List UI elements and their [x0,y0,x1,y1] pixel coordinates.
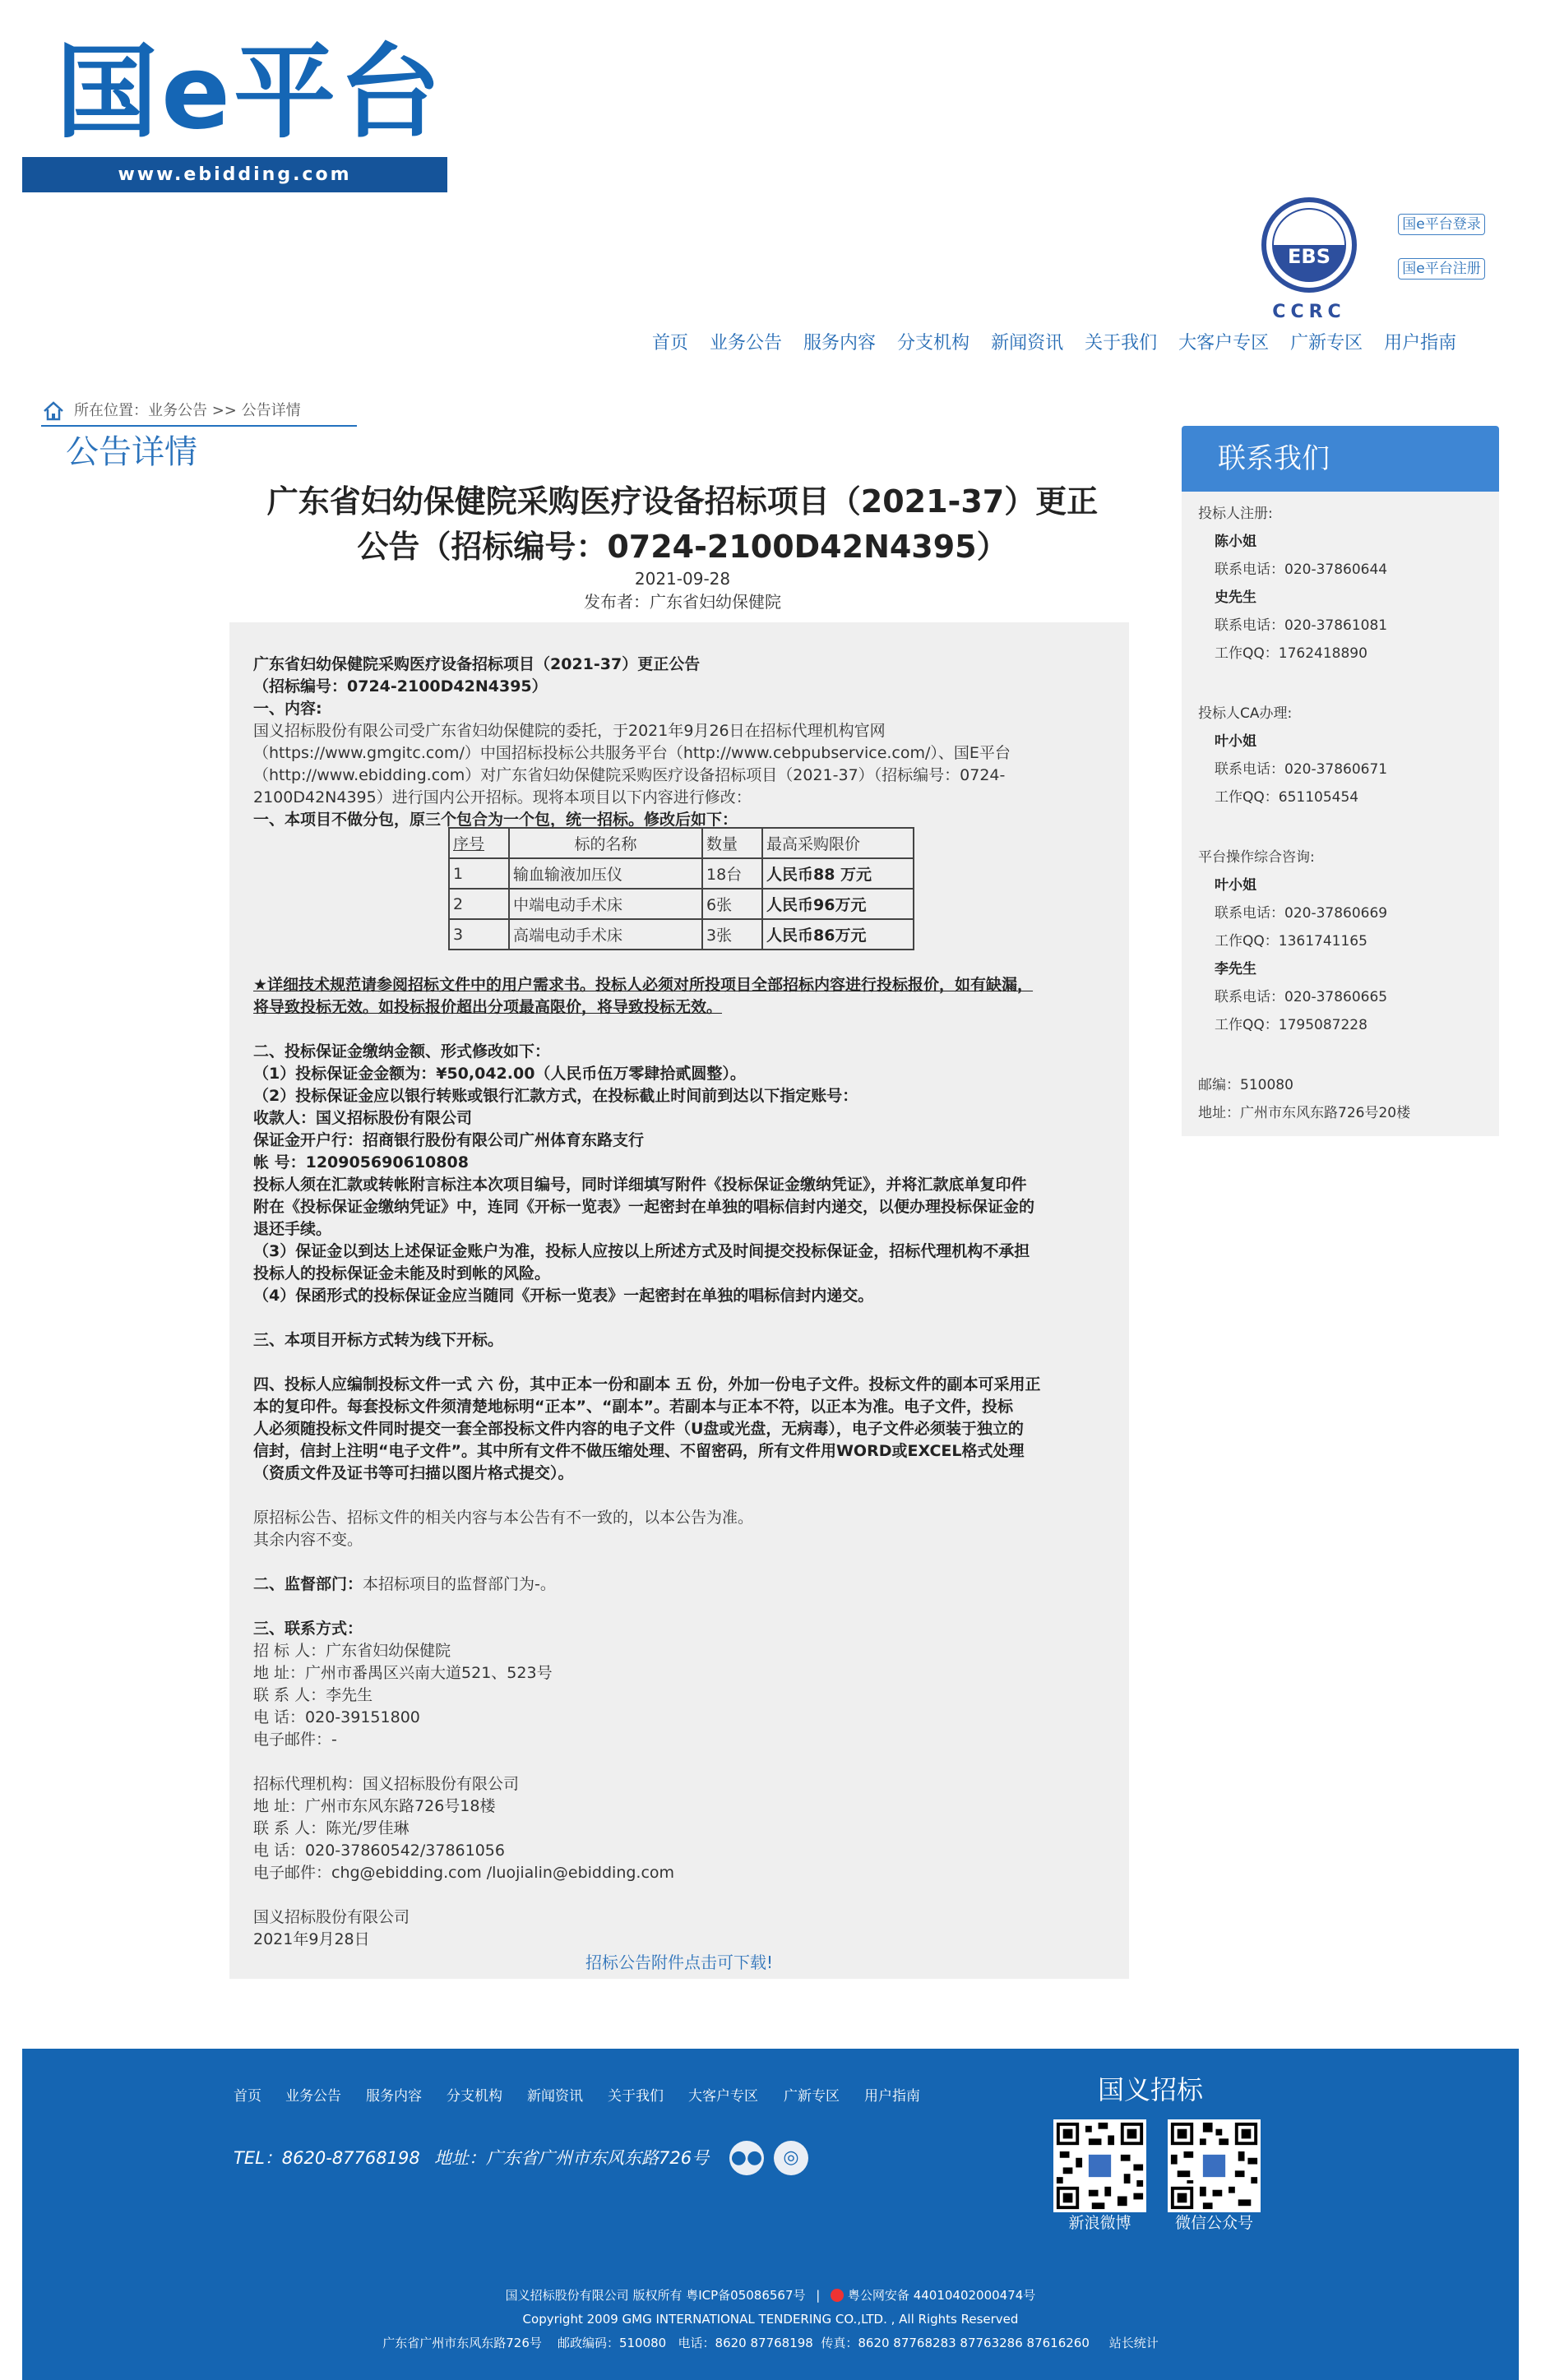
nav-announcements[interactable]: 业务公告 [710,333,783,354]
payee: 收款人：国义招标股份有限公司 [253,1109,473,1127]
ebs-ccrc-logo-icon [1260,196,1358,319]
table-cell: 18台 [702,858,762,889]
sidebar-section-title: 平台操作综合咨询: [1198,849,1315,866]
content-paragraph: 其余内容不变。 [253,1531,363,1549]
ebs-text: EBS [1288,245,1330,268]
document-title-line1: 广东省妇幼保健院采购医疗设备招标项目（2021-37）更正 [266,483,1099,520]
contact-name: 叶小姐 [1215,733,1256,750]
nav-key-clients[interactable]: 大客户专区 [1178,333,1270,354]
breadcrumb-label: 所在位置： [74,402,148,419]
content-paragraph: 投标人须在汇款或转帐附言标注本次项目编号，同时详细填写附件《投标保证金缴纳凭证》，并将汇款底单复印件 [253,1176,1027,1194]
content-paragraph: （4）保函形式的投标保证金应当随同《开标一览表》一起密封在单独的唱标信封内递交。 [253,1287,874,1305]
contact-name: 叶小姐 [1215,877,1256,894]
content-paragraph: 人必须随投标文件同时提交一套全部投标文件内容的电子文件（U盘或光盘，无病毒），电子文件必须装于独立的 [253,1420,1024,1438]
notice-paragraph: ★详细技术规范请参阅招标文件中的用户需求书。投标人必须对所投项目全部招标内容进行投标报价，如有缺漏， [253,976,1034,994]
footer-copyright-icp: 国义招标股份有限公司 版权所有 粤ICP备05086567号 [505,2288,806,2303]
contact-phone: 联系电话：020-37861081 [1215,617,1388,634]
notice-paragraph: 将导致投标无效。如投标报价超出分项最高限价，将导致投标无效。 [253,998,723,1016]
weibo-icon[interactable]: ◎ [774,2141,808,2175]
table-cell: 3 [449,919,509,950]
table-cell: 2 [449,889,509,919]
contact-line: 招 标 人：广东省妇幼保健院 [253,1642,451,1660]
weibo-label: 新浪微博 [1068,2214,1131,2232]
table-cell: 1 [449,858,509,889]
footer-nav-home[interactable]: 首页 [234,2088,261,2105]
table-header-row [449,828,914,858]
contact-line: 地 址：广州市东风东路726号18楼 [253,1797,496,1815]
footer-nav-announcements[interactable]: 业务公告 [285,2088,341,2105]
main-nav [641,330,1467,357]
contact-line: 电 话：020-39151800 [253,1708,420,1726]
table-cell: 3张 [702,919,762,950]
police-badge-icon [831,2289,844,2302]
nav-news[interactable]: 新闻资讯 [991,333,1064,354]
contact-qq: 工作QQ：1762418890 [1215,645,1367,662]
supervision-label: 二、监督部门： [253,1575,363,1593]
nav-user-guide[interactable]: 用户指南 [1384,333,1457,354]
nav-home[interactable]: 首页 [652,333,689,354]
table-cell: 人民币86万元 [762,919,914,950]
breadcrumb [41,397,357,427]
deposit-method: （2）投标保证金应以银行转账或银行汇款方式，在投标截止时间前到达以下指定账号： [253,1087,858,1105]
contact-phone: 联系电话：020-37860671 [1215,761,1388,778]
content-tender-number: （招标编号：0724-2100D42N4395） [253,677,548,696]
table-row [449,919,914,950]
deposit-amount: （1）投标保证金金额为：¥50,042.00（人民币伍万零肆拾贰圆整）。 [253,1065,746,1083]
table-cell: 6张 [702,889,762,919]
wechat-qr-code-icon [1168,2119,1261,2212]
sidebar-section-title: 投标人CA办理: [1198,705,1293,722]
contact-phone: 联系电话：020-37860669 [1215,905,1388,922]
content-heading: 广东省妇幼保健院采购医疗设备招标项目（2021-37）更正公告 [253,655,701,673]
lot-table [448,827,914,950]
contact-line: 联 系 人：陈光/罗佳琳 [253,1819,410,1837]
contact-qq: 工作QQ：1795087228 [1215,1017,1367,1033]
content-paragraph: （https://www.gmgitc.com/）中国招标投标公共服务平台（http://www.cebpubservice.com/）、国E平台 [253,744,1011,762]
table-cell: 人民币88 万元 [762,858,914,889]
content-paragraph: 附在《投标保证金缴纳凭证》中，连同《开标一览表》一起密封在单独的唱标信封内递交，以便办理投标保证金的 [253,1198,1035,1216]
sidebar-section-title: 投标人注册: [1198,506,1273,522]
section-heading: 三、本项目开标方式转为线下开标。 [253,1331,504,1349]
content-paragraph: 国义招标股份有限公司受广东省妇幼保健院的委托，于2021年9月26日在招标代理机构官网 [253,722,886,740]
document-title-line2: 公告（招标编号：0724-2100D42N4395） [357,529,1008,565]
table-row [449,858,914,889]
footer-nav-branches[interactable]: 分支机构 [447,2088,502,2105]
account-number: 帐 号：120905690610808 [253,1153,469,1172]
content-paragraph: 投标人的投标保证金未能及时到帐的风险。 [253,1264,551,1282]
platform-register-link[interactable]: 国e平台注册 [1398,258,1485,280]
platform-login-link[interactable]: 国e平台登录 [1398,214,1485,235]
section-heading: 二、投标保证金缴纳金额、形式修改如下： [253,1042,551,1061]
footer-nav-services[interactable]: 服务内容 [366,2088,422,2105]
page-title: 公告详情 [66,433,197,471]
wechat-icon[interactable]: ●● [729,2141,764,2175]
content-paragraph: 本的复印件。每套投标文件须清楚地标明“正本”、“副本”。若副本与正本不符，以正本为准。电子文件，投标 [253,1398,1013,1416]
footer-nav-key-clients[interactable]: 大客户专区 [688,2088,758,2105]
table-cell: 人民币96万元 [762,889,914,919]
signature-date: 2021年9月28日 [253,1930,370,1948]
table-cell: 高端电动手术床 [509,919,702,950]
footer-nav-news[interactable]: 新闻资讯 [527,2088,583,2105]
content-paragraph: 退还手续。 [253,1220,332,1238]
contact-line: 联 系 人：李先生 [253,1686,373,1704]
signature-company: 国义招标股份有限公司 [253,1908,410,1926]
contact-name: 李先生 [1215,961,1256,977]
table-header: 最高采购限价 [762,828,914,858]
breadcrumb-path[interactable]: 业务公告 >> 公告详情 [148,402,301,419]
deposit-bank: 保证金开户行：招商银行股份有限公司广州体育东路支行 [253,1131,645,1149]
content-paragraph: （3）保证金以到达上述保证金账户为准，投标人应按以上所述方式及时间提交投标保证金，招标代理机构不承担 [253,1242,1030,1260]
ccrc-text: CCRC [1272,302,1346,319]
weibo-qr-code-icon [1053,2119,1146,2212]
footer-copyright: Copyright 2009 GMG INTERNATIONAL TENDERING CO.,LTD. , All Rights Reserved [522,2312,1019,2327]
footer-tel: TEL：8620-87768198 [234,2148,420,2168]
content-paragraph: 原招标公告、招标文件的相关内容与本公告有不一致的，以本公告为准。 [253,1509,754,1527]
contact-name: 史先生 [1215,589,1256,606]
section-heading: 三、联系方式： [253,1620,363,1638]
table-row [449,889,914,919]
table-header: 序号 [449,828,509,858]
supervision-line [253,1574,556,1596]
document-title [230,479,1135,570]
section-heading: 一、本项目不做分包，原三个包合为一个包，统一招标。修改后如下： [253,811,738,829]
contact-line: 电 话：020-37860542/37861056 [253,1842,505,1860]
content-paragraph: （资质文件及证书等可扫描以图片格式提交）。 [253,1464,574,1482]
table-cell: 中端电动手术床 [509,889,702,919]
logo-url-bar: www.ebidding.com [22,157,447,192]
sidebar-title: 联系我们 [1182,426,1499,492]
content-paragraph: 2100D42N4395）进行国内公开招标。现将本项目以下内容进行修改： [253,788,752,806]
nav-services[interactable]: 服务内容 [803,333,877,354]
table-cell: 输血输液加压仪 [509,858,702,889]
footer-police-record: 粤公网安备 44010402000474号 [847,2288,1036,2303]
section-content-heading: 一、内容: [253,700,322,718]
footer-contact-line: 广东省广州市东风东路726号 邮政编码：510080 电话：8620 87768198 传真：8620 87768283 87763286 87616260 站长统计 [382,2336,1159,2350]
contact-line: 电子邮件：- [253,1731,337,1749]
contact-name: 陈小姐 [1215,534,1256,550]
sidebar-postcode: 邮编：510080 [1198,1077,1293,1093]
contact-line: 招标代理机构：国义招标股份有限公司 [253,1775,520,1793]
sidebar-address: 地址：广州市东风东路726号20楼 [1198,1105,1411,1121]
supervision-value: 本招标项目的监督部门为-。 [363,1575,556,1593]
table-header: 标的名称 [509,828,702,858]
contact-line: 地 址：广州市番禺区兴南大道521、523号 [253,1664,553,1682]
attachment-download-link[interactable]: 招标公告附件点击可下载! [585,1953,774,1972]
content-paragraph: （http://www.ebidding.com）对广东省妇幼保健院采购医疗设备招标项目（2021-37）（招标编号：0724- [253,766,1006,784]
wechat-label: 微信公众号 [1174,2214,1253,2232]
nav-about[interactable]: 关于我们 [1085,333,1158,354]
footer-icp: 国义招标股份有限公司 版权所有 粤ICP备05086567号 | 粤公网安备 44010402000474号 [505,2288,1036,2303]
table-header: 数量 [702,828,762,858]
footer-nav-user-guide[interactable]: 用户指南 [864,2088,920,2105]
footer-address: 地址：广东省广州市东风东路726号 [434,2148,710,2168]
nav-guangxin[interactable]: 广新专区 [1290,333,1363,354]
contact-line: 电子邮件：chg@ebidding.com /luojialin@ebidding.com [253,1864,675,1882]
nav-branches[interactable]: 分支机构 [897,333,970,354]
document-publisher: 发布者：广东省妇幼保健院 [584,592,781,612]
contact-qq: 工作QQ：1361741165 [1215,933,1367,950]
footer-nav-about[interactable]: 关于我们 [608,2088,664,2105]
document-date: 2021-09-28 [634,569,731,589]
footer-brand: 国义招标 [1098,2074,1204,2105]
contact-qq: 工作QQ：651105454 [1215,789,1359,806]
site-logo[interactable]: 国e平台 [56,34,445,152]
content-paragraph: 四、投标人应编制投标文件一式 六 份，其中正本一份和副本 五 份，外加一份电子文件。投标文件的副本可采用正 [253,1375,1041,1393]
content-paragraph: 信封，信封上注明“电子文件”。其中所有文件不做压缩处理、不留密码，所有文件用WORD或EXCEL格式处理 [253,1442,1025,1460]
contact-phone: 联系电话：020-37860644 [1215,561,1388,578]
footer-nav-guangxin[interactable]: 广新专区 [784,2088,840,2105]
contact-phone: 联系电话：020-37860665 [1215,989,1388,1005]
